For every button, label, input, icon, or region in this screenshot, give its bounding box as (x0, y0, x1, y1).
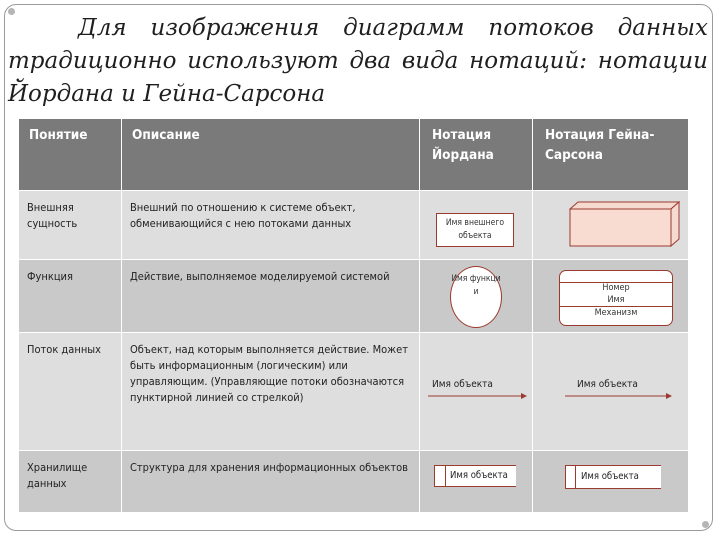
gane-symbol-cell (533, 451, 689, 513)
divider-line (575, 466, 576, 488)
header-concept: Понятие (19, 119, 122, 191)
store-label: Имя объекта (581, 471, 639, 482)
function-number-label: Номер (602, 283, 630, 293)
yordan-symbol-cell (420, 191, 533, 260)
flow-label: Имя объекта (577, 379, 638, 390)
concept-cell: Внешняя сущность (19, 191, 122, 260)
yordan-symbol-cell (420, 451, 533, 513)
function-rounded-rect (559, 270, 673, 326)
external-entity-prism-icon (569, 201, 681, 247)
gane-symbol-cell (533, 260, 689, 333)
external-entity-box: Имя внешнего объекта (436, 213, 514, 247)
description-cell: Объект, над которым выполняется действие. Может быть информационным (логическим) или управляющим. (Управляющие потоки обозначаются пунктирной линией со стрелкой) (122, 333, 420, 451)
notation-table (18, 118, 689, 513)
corner-dot-icon (702, 521, 709, 528)
concept-cell: Функция (19, 260, 122, 333)
description-cell: Действие, выполняемое моделируемой системой (122, 260, 420, 333)
yordan-symbol-cell (420, 333, 533, 451)
concept-cell: Поток данных (19, 333, 122, 451)
header-description: Описание (122, 119, 420, 191)
description-cell: Структура для хранения информационных объектов (122, 451, 420, 513)
table-row (19, 333, 689, 451)
store-label: Имя объекта (450, 470, 508, 481)
table-header-row (19, 119, 689, 191)
function-circle: Имя функци и (450, 266, 502, 328)
table-row (19, 451, 689, 513)
flow-arrow-icon (565, 392, 673, 400)
gane-symbol-cell (533, 333, 689, 451)
slide-title: Для изображения диаграмм потоков данных традиционно используют два вида нотаций: нотации Йордана и Гейна-Сарсона (8, 15, 708, 107)
gane-symbol-cell (533, 191, 689, 260)
table-row (19, 191, 689, 260)
function-mechanism-label: Механизм (594, 308, 638, 318)
description-cell: Внешний по отношению к системе объект, обменивающийся с нею потоками данных (122, 191, 420, 260)
flow-arrow-icon (428, 392, 528, 400)
divider-line (445, 466, 446, 486)
header-yordan: Нотация Йордана (420, 119, 533, 191)
function-name-label: Имя (607, 295, 625, 305)
header-gane-sarson: Нотация Гейна-Сарсона (533, 119, 689, 191)
flow-label: Имя объекта (432, 379, 493, 390)
yordan-symbol-cell (420, 260, 533, 333)
table-row (19, 260, 689, 333)
concept-cell: Хранилище данных (19, 451, 122, 513)
